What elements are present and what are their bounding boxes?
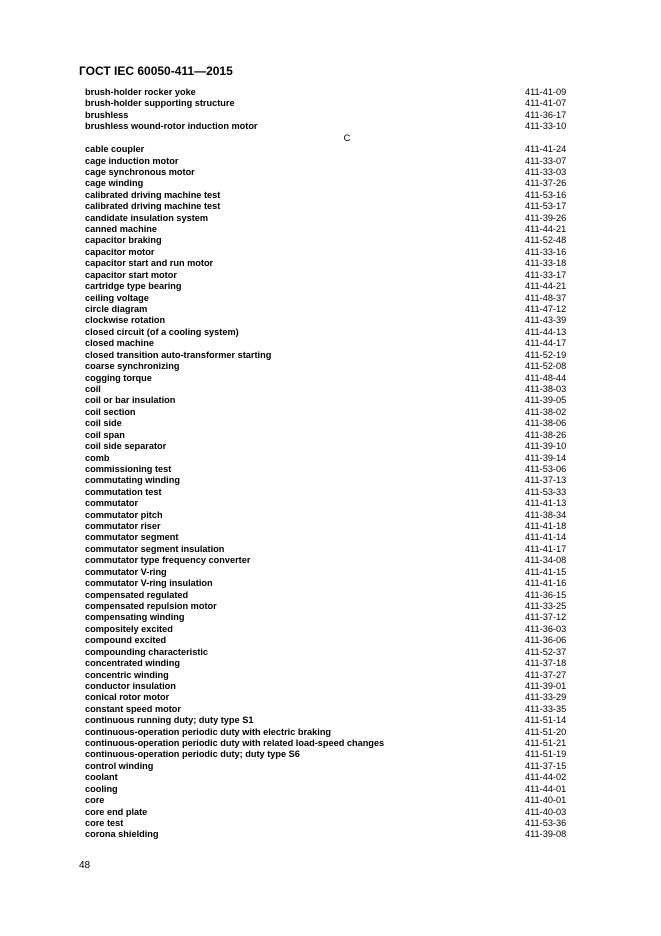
index-entry — [85, 144, 599, 155]
index-term: circle diagram — [85, 304, 148, 315]
index-code: 411-41-16 — [525, 578, 567, 589]
index-term: brush-holder supporting structure — [85, 98, 235, 109]
index-entry — [85, 795, 599, 806]
index-entry — [85, 395, 599, 406]
index-term: compensated regulated — [85, 589, 189, 600]
index-code: 411-53-33 — [525, 486, 567, 497]
index-code: 411-41-17 — [525, 543, 567, 554]
index-term: cooling — [85, 783, 118, 794]
index-term: commutator pitch — [85, 509, 163, 520]
index-entry — [85, 704, 599, 715]
index-entry — [85, 749, 599, 760]
index-entry — [85, 338, 599, 349]
index-term: cage induction motor — [85, 155, 179, 166]
index-term: continuous running duty; duty type S1 — [85, 715, 254, 726]
index-entry — [85, 521, 599, 532]
index-entry — [85, 692, 599, 703]
index-code: 411-52-48 — [525, 235, 567, 246]
index-code: 411-33-35 — [525, 703, 567, 714]
index-entry — [85, 727, 599, 738]
index-code: 411-48-44 — [525, 372, 567, 383]
index-code: 411-40-01 — [525, 795, 567, 806]
index-code: 411-33-07 — [525, 155, 567, 166]
index-term: commutation test — [85, 486, 162, 497]
index-term: continuous-operation periodic duty with related load-speed changes — [85, 738, 385, 749]
entries-before-section — [85, 87, 599, 133]
index-code: 411-41-18 — [525, 521, 567, 532]
index-code: 411-52-08 — [525, 361, 567, 372]
index-entry — [85, 270, 599, 281]
index-term: brushless wound-rotor induction motor — [85, 121, 258, 132]
index-entry — [85, 304, 599, 315]
index-term: brush-holder rocker yoke — [85, 87, 196, 97]
index-code: 411-39-26 — [525, 212, 567, 223]
index-code: 411-39-14 — [525, 452, 567, 463]
index-term: commutator type frequency converter — [85, 555, 251, 566]
index-term: capacitor braking — [85, 235, 162, 246]
index-term: closed machine — [85, 338, 154, 349]
index-term: commutator V-ring — [85, 566, 167, 577]
index-entry — [85, 555, 599, 566]
index-entry — [85, 235, 599, 246]
index-term: cage synchronous motor — [85, 166, 195, 177]
index-term: corona shielding — [85, 829, 159, 840]
index-entry — [85, 407, 599, 418]
index-entry — [85, 293, 599, 304]
index-term: conical rotor motor — [85, 692, 170, 703]
index-entry — [85, 612, 599, 623]
index-term: compensating winding — [85, 612, 185, 623]
index-entry — [85, 213, 599, 224]
index-entry — [85, 829, 599, 840]
index-term: clockwise rotation — [85, 315, 166, 326]
index-entry — [85, 247, 599, 258]
index-entries — [85, 87, 599, 841]
index-code: 411-37-15 — [525, 760, 567, 771]
index-code: 411-53-16 — [525, 189, 567, 200]
index-code: 411-44-17 — [525, 338, 567, 349]
index-code: 411-38-06 — [525, 418, 567, 429]
index-term: concentric winding — [85, 669, 169, 680]
index-code: 411-44-01 — [525, 783, 567, 794]
index-code: 411-41-15 — [525, 566, 567, 577]
index-term: commutator riser — [85, 521, 161, 532]
index-entry — [85, 121, 599, 132]
index-code: 411-36-03 — [525, 623, 567, 634]
index-code: 411-39-08 — [525, 829, 567, 840]
index-term: cogging torque — [85, 372, 152, 383]
index-term: capacitor start motor — [85, 269, 177, 280]
index-term: cartridge type bearing — [85, 281, 182, 292]
index-term: conductor insulation — [85, 680, 176, 691]
index-entry — [85, 224, 599, 235]
index-entry — [85, 544, 599, 555]
index-term: candidate insulation system — [85, 212, 209, 223]
index-code: 411-34-08 — [525, 555, 567, 566]
index-entry — [85, 635, 599, 646]
index-entry — [85, 624, 599, 635]
index-entry — [85, 87, 599, 98]
index-entry — [85, 761, 599, 772]
index-code: 411-44-13 — [525, 326, 567, 337]
index-entry — [85, 430, 599, 441]
index-term: commutator — [85, 498, 139, 509]
index-code: 411-36-17 — [525, 109, 567, 120]
index-term: coil section — [85, 406, 136, 417]
index-term: brushless — [85, 109, 129, 120]
index-code: 411-41-24 — [525, 144, 567, 155]
entries-section-c — [85, 144, 599, 841]
index-entry — [85, 373, 599, 384]
index-entry — [85, 532, 599, 543]
index-entry — [85, 681, 599, 692]
index-term: compensated repulsion motor — [85, 600, 217, 611]
index-code: 411-48-37 — [525, 292, 567, 303]
index-entry — [85, 590, 599, 601]
index-term: commissioning test — [85, 463, 172, 474]
index-entry — [85, 327, 599, 338]
index-code: 411-41-13 — [525, 498, 567, 509]
index-code: 411-36-06 — [525, 635, 567, 646]
index-code: 411-47-12 — [525, 304, 567, 315]
index-entry — [85, 361, 599, 372]
page-number: 48 — [79, 860, 91, 871]
index-term: canned machine — [85, 224, 157, 235]
index-entry — [85, 498, 599, 509]
index-code: 411-53-36 — [525, 818, 567, 828]
index-code: 411-51-20 — [525, 726, 567, 737]
index-term: capacitor start and run motor — [85, 258, 214, 269]
index-code: 411-41-09 — [525, 87, 567, 97]
index-code: 411-37-26 — [525, 178, 567, 189]
index-code: 411-37-27 — [525, 669, 567, 680]
index-code: 411-36-15 — [525, 589, 567, 600]
index-term: calibrated driving machine test — [85, 189, 221, 200]
index-entry — [85, 807, 599, 818]
index-code: 411-33-29 — [525, 692, 567, 703]
index-entry — [85, 167, 599, 178]
index-term: coil or bar insulation — [85, 395, 176, 406]
index-term: calibrated driving machine test — [85, 201, 221, 212]
index-code: 411-33-18 — [525, 258, 567, 269]
index-entry — [85, 418, 599, 429]
index-entry — [85, 258, 599, 269]
index-code: 411-38-34 — [525, 509, 567, 520]
index-entry — [85, 772, 599, 783]
index-entry — [85, 647, 599, 658]
index-term: comb — [85, 452, 110, 463]
index-entry — [85, 178, 599, 189]
index-code: 411-53-17 — [525, 201, 567, 212]
index-term: core — [85, 795, 105, 806]
index-code: 411-33-25 — [525, 600, 567, 611]
index-entry — [85, 715, 599, 726]
index-code: 411-44-02 — [525, 772, 567, 783]
index-term: coarse synchronizing — [85, 361, 180, 372]
index-term: cable coupler — [85, 144, 145, 155]
index-term: coil — [85, 383, 101, 394]
index-entry — [85, 658, 599, 669]
index-code: 411-43-39 — [525, 315, 567, 326]
index-term: control winding — [85, 760, 154, 771]
index-entry — [85, 441, 599, 452]
index-entry — [85, 567, 599, 578]
index-entry — [85, 110, 599, 121]
index-entry — [85, 156, 599, 167]
index-code: 411-38-02 — [525, 406, 567, 417]
index-entry — [85, 578, 599, 589]
index-code: 411-41-07 — [525, 98, 567, 109]
index-entry — [85, 281, 599, 292]
index-term: commutator V-ring insulation — [85, 578, 213, 589]
index-entry — [85, 384, 599, 395]
index-code: 411-52-37 — [525, 646, 567, 657]
index-code: 411-33-03 — [525, 166, 567, 177]
index-term: commutator segment — [85, 532, 179, 543]
index-entry — [85, 350, 599, 361]
index-entry — [85, 464, 599, 475]
index-entry — [85, 453, 599, 464]
index-entry — [85, 201, 599, 212]
index-entry — [85, 475, 599, 486]
index-term: continuous-operation periodic duty; duty type S6 — [85, 749, 300, 760]
index-code: 411-44-21 — [525, 281, 567, 292]
index-code: 411-37-18 — [525, 658, 567, 669]
section-letter: C — [343, 132, 351, 143]
index-entry — [85, 738, 599, 749]
index-code: 411-38-26 — [525, 429, 567, 440]
index-term: coil side separator — [85, 441, 167, 452]
index-entry — [85, 190, 599, 201]
index-term: continuous-operation periodic duty with electric braking — [85, 726, 332, 737]
index-code: 411-53-06 — [525, 463, 567, 474]
index-term: coil span — [85, 429, 125, 440]
index-term: closed transition auto-transformer starting — [85, 349, 272, 360]
index-code: 411-51-14 — [525, 715, 567, 726]
index-entry — [85, 487, 599, 498]
index-code: 411-37-13 — [525, 475, 567, 486]
index-code: 411-51-21 — [525, 738, 567, 749]
index-term: compound excited — [85, 635, 167, 646]
index-term: capacitor motor — [85, 246, 155, 257]
index-code: 411-39-05 — [525, 395, 567, 406]
index-code: 411-33-16 — [525, 246, 567, 257]
index-code: 411-37-12 — [525, 612, 567, 623]
index-term: compositely excited — [85, 623, 173, 634]
index-term: coil side — [85, 418, 122, 429]
index-code: 411-39-01 — [525, 680, 567, 691]
index-term: concentrated winding — [85, 658, 180, 669]
index-code: 411-38-03 — [525, 383, 567, 394]
index-entry — [85, 818, 599, 829]
index-code: 411-33-17 — [525, 269, 567, 280]
index-term: constant speed motor — [85, 703, 181, 714]
index-term: commutating winding — [85, 475, 180, 486]
index-term: ceiling voltage — [85, 292, 149, 303]
index-code: 411-51-19 — [525, 749, 567, 760]
index-code: 411-33-10 — [525, 121, 567, 132]
index-entry — [85, 601, 599, 612]
index-term: coolant — [85, 772, 118, 783]
document-header: ГОСТ IEC 60050-411—2015 — [79, 64, 233, 78]
index-term: core end plate — [85, 806, 148, 817]
index-entry — [85, 510, 599, 521]
index-term: commutator segment insulation — [85, 543, 225, 554]
index-code: 411-39-10 — [525, 441, 567, 452]
index-entry — [85, 315, 599, 326]
index-term: cage winding — [85, 178, 144, 189]
index-term: compounding characteristic — [85, 646, 209, 657]
index-code: 411-41-14 — [525, 532, 567, 543]
index-term: closed circuit (of a cooling system) — [85, 326, 239, 337]
index-code: 411-40-03 — [525, 806, 567, 817]
index-entry — [85, 670, 599, 681]
index-term: core test — [85, 818, 124, 828]
index-entry — [85, 98, 599, 109]
index-code: 411-44-21 — [525, 224, 567, 235]
index-code: 411-52-19 — [525, 349, 567, 360]
index-entry — [85, 784, 599, 795]
